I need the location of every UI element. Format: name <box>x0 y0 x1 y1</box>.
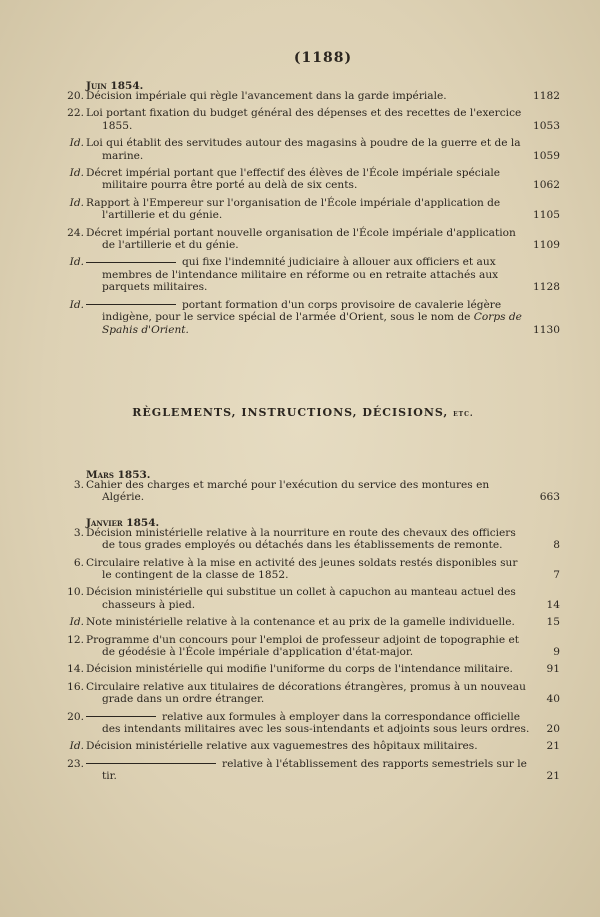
entry-text: Circulaire relative à la mise en activité des jeunes soldats restés disponibles sur le contingent de la classe de 1852. <box>86 556 518 581</box>
entry-text: Note ministérielle relative à la contenance et au prix de la gamelle individuelle. <box>86 616 515 629</box>
entry-page-ref: 9 <box>553 645 560 658</box>
month-heading-mars: Mars 1853. <box>86 468 151 481</box>
entry-number: Id. <box>69 167 84 180</box>
entry-number: 16. <box>67 680 84 693</box>
entry-text: Décision ministérielle qui substitue un collet à capuchon au manteau actuel des chasseurs à pied. <box>86 586 516 611</box>
entry-text: Décision ministérielle qui modifie l'uniforme du corps de l'intendance militaire. <box>86 663 513 676</box>
entry-number: Id. <box>69 196 84 209</box>
entry-page-ref: 1130 <box>533 323 560 336</box>
list-item <box>67 226 560 252</box>
list-item <box>67 757 560 783</box>
list-item <box>69 196 560 222</box>
entry-page-ref: 7 <box>553 568 560 581</box>
entry-page-ref: 1128 <box>533 281 560 294</box>
entry-text: Décret impérial portant nouvelle organisation de l'École impériale d'application de l'artillerie et du génie. <box>86 226 516 252</box>
entry-text: Rapport à l'Empereur sur l'organisation de l'École impériale d'application de l'artillerie et du génie. <box>86 196 501 222</box>
ditto-dash <box>86 763 216 764</box>
entry-number: 3. <box>73 478 84 491</box>
entry-page-ref: 1059 <box>533 149 560 162</box>
entry-number: Id. <box>69 298 84 311</box>
entry-text: relative aux formules à employer dans la correspondance officielle des intendants militaires avec les sous-intendants et adjoints sous leurs ordres. <box>86 711 530 736</box>
entry-number: 22. <box>67 107 84 120</box>
entry-page-ref: 1182 <box>533 90 560 102</box>
month-heading-juin: Juin 1854. <box>86 80 144 92</box>
entry-text: Décision ministérielle relative à la nourriture en route des chevaux des officiers de tous grades employés ou détachés dans les établissements de remonte. <box>86 526 516 552</box>
list-item <box>73 478 560 504</box>
entry-number: 12. <box>67 633 84 646</box>
entry-page-ref: 14 <box>546 598 560 611</box>
entry-list-mars <box>73 478 560 504</box>
list-item <box>69 137 560 162</box>
ditto-dash <box>86 262 176 263</box>
entry-text: Programme d'un concours pour l'emploi de professeur adjoint de topographie et de géodésie à l'École impériale d'application d'état-major. <box>86 633 519 658</box>
entry-page-ref: 1105 <box>533 209 560 222</box>
list-item <box>69 298 560 336</box>
entry-page-ref: 40 <box>546 693 560 706</box>
section-title <box>46 406 560 419</box>
entry-page-ref: 1109 <box>533 239 560 252</box>
entry-text: Loi qui établit des servitudes autour des magasins à poudre de la guerre et de la marine. <box>86 137 521 162</box>
list-item <box>67 663 560 676</box>
list-item <box>73 556 560 582</box>
entry-text: Cahier des charges et marché pour l'exécution du service des montures en Algérie. <box>86 478 490 504</box>
entry-page-ref: 15 <box>546 616 560 629</box>
entry-text-italic: Corps de Spahis d'Orient. <box>102 311 522 336</box>
list-item <box>67 107 560 132</box>
entry-page-ref: 8 <box>553 539 560 552</box>
entry-page-ref: 1062 <box>533 179 560 192</box>
entry-text: relative à l'établissement des rapports semestriels sur le tir. <box>86 758 530 783</box>
list-item <box>67 586 560 611</box>
list-item <box>69 167 560 192</box>
entry-page-ref: 663 <box>539 491 560 504</box>
entry-page-ref: 91 <box>546 663 560 676</box>
entry-list-juin <box>67 90 560 336</box>
entry-number: 20. <box>67 710 84 723</box>
month-heading-janvier: Janvier 1854. <box>86 516 160 529</box>
entry-text: Décret impérial portant que l'effectif des élèves de l'École impériale spéciale militaire pourra être porté au delà de six cents. <box>86 167 501 192</box>
entry-number: 10. <box>67 586 84 599</box>
entry-number: 14. <box>67 663 84 676</box>
entry-list-janvier <box>67 526 560 783</box>
entry-page-ref: 20 <box>546 723 560 735</box>
list-item <box>73 526 560 552</box>
entry-page-ref: 1053 <box>533 119 560 132</box>
entry-text: Décision ministérielle relative aux vaguemestres des hôpitaux militaires. <box>86 740 478 753</box>
entry-text: Loi portant fixation du budget général des dépenses et des recettes de l'exercice 1855. <box>86 107 522 132</box>
entry-number: 23. <box>67 757 84 770</box>
entry-number: 3. <box>73 526 84 539</box>
entry-number: 24. <box>67 226 84 239</box>
entry-text: Décision impériale qui règle l'avancement dans la garde impériale. <box>86 90 447 102</box>
entry-text: qui fixe l'indemnité judiciaire à allouer aux officiers et aux membres de l'intendance militaire en réforme ou en retraite attachés aux parquets militaires. <box>86 256 530 293</box>
entry-text: portant formation d'un corps provisoire de cavalerie légère indigène, pour le service spécial de l'armée d'Orient, sous le nom de Corps de Spahis d'Orient. <box>86 299 530 336</box>
entry-page-ref: 21 <box>546 740 560 753</box>
list-item <box>69 616 560 629</box>
list-item <box>69 256 560 294</box>
entry-page-ref: 21 <box>546 770 560 783</box>
entry-number: Id. <box>69 137 84 150</box>
list-item <box>67 90 560 102</box>
ditto-dash <box>86 716 156 717</box>
entry-number: 20. <box>67 90 84 102</box>
section-title-text: RÈGLEMENTS, INSTRUCTIONS, DÉCISIONS, <box>132 405 449 419</box>
list-item <box>67 710 560 736</box>
ditto-dash <box>86 304 176 305</box>
section-title-etc: etc. <box>453 407 474 418</box>
list-item <box>67 633 560 659</box>
entry-number: Id. <box>69 616 84 629</box>
entry-number: 6. <box>73 556 84 569</box>
entry-number: Id. <box>69 256 84 269</box>
list-item <box>67 680 560 706</box>
entry-text: Circulaire relative aux titulaires de décorations étrangères, promus à un nouveau grade dans un ordre étranger. <box>86 680 526 706</box>
entry-number: Id. <box>69 740 84 753</box>
list-item <box>69 740 560 753</box>
page-number: (1188) <box>293 50 353 66</box>
